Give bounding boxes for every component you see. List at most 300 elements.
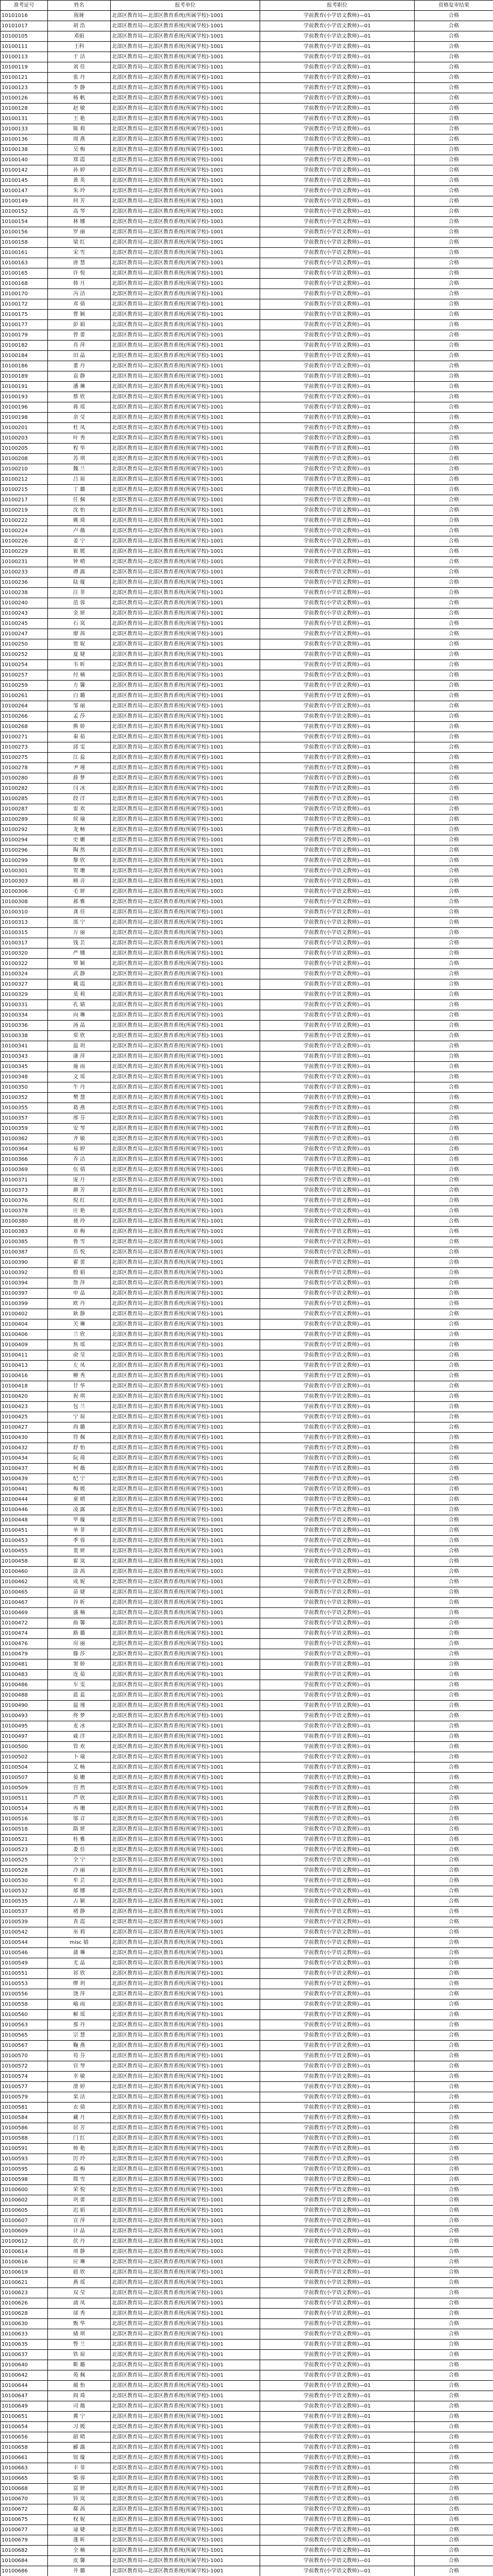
exam-id-cell: 10100551 xyxy=(1,1969,48,1979)
table-row xyxy=(1,1299,493,1309)
unit-cell: 北部区教育局—北部区教育系统(所属学校)-1001 xyxy=(111,835,260,845)
unit-cell: 北部区教育局—北部区教育系统(所属学校)-1001 xyxy=(111,1495,260,1505)
result-cell: 合格 xyxy=(415,1762,493,1773)
post-cell: 学前教育(小学语文教师)—01 xyxy=(260,1783,415,1793)
post-cell: 学前教育(小学语文教师)—01 xyxy=(260,1907,415,1917)
unit-cell: 北部区教育局—北部区教育系统(所属学校)-1001 xyxy=(111,1629,260,1639)
table-row xyxy=(1,258,493,268)
result-cell: 合格 xyxy=(415,2525,493,2535)
unit-cell: 北部区教育局—北部区教育系统(所属学校)-1001 xyxy=(111,1999,260,2010)
post-cell: 学前教育(小学语文教师)—01 xyxy=(260,639,415,650)
name-cell: 滕 莎 xyxy=(48,1649,111,1659)
post-cell: 学前教育(小学语文教师)—01 xyxy=(260,2412,415,2422)
exam-id-cell: 10100161 xyxy=(1,248,48,258)
name-cell: 陶 然 xyxy=(48,845,111,856)
unit-cell: 北部区教育局—北部区教育系统(所属学校)-1001 xyxy=(111,2216,260,2226)
name-cell: 魏 兰 xyxy=(48,464,111,474)
name-cell: 孟 莎 xyxy=(48,711,111,722)
post-cell: 学前教育(小学语文教师)—01 xyxy=(260,1886,415,1896)
name-cell: 关 琳 xyxy=(48,1319,111,1330)
exam-id-cell: 10100317 xyxy=(1,938,48,948)
table-row xyxy=(1,1258,493,1268)
name-cell: 占 颖 xyxy=(48,1896,111,1907)
header-post: 报考职位 xyxy=(260,1,415,11)
exam-id-cell: 10100329 xyxy=(1,990,48,1000)
unit-cell: 北部区教育局—北部区教育系统(所属学校)-1001 xyxy=(111,2030,260,2041)
header-unit: 报考单位 xyxy=(111,1,260,11)
post-cell: 学前教育(小学语文教师)—01 xyxy=(260,1999,415,2010)
post-cell: 学前教育(小学语文教师)—01 xyxy=(260,845,415,856)
result-cell: 合格 xyxy=(415,1505,493,1515)
table-row xyxy=(1,2515,493,2525)
table-row xyxy=(1,299,493,310)
post-cell: 学前教育(小学语文教师)—01 xyxy=(260,1443,415,1453)
exam-id-cell: 10100264 xyxy=(1,701,48,711)
name-cell: 冉 珊 xyxy=(48,1804,111,1814)
table-row xyxy=(1,1144,493,1155)
post-cell: 学前教育(小学语文教师)—01 xyxy=(260,763,415,773)
exam-id-cell: 10100327 xyxy=(1,979,48,990)
name-cell: 姜 宁 xyxy=(48,536,111,547)
unit-cell: 北部区教育局—北部区教育系统(所属学校)-1001 xyxy=(111,2422,260,2432)
table-row xyxy=(1,1783,493,1793)
post-cell: 学前教育(小学语文教师)—01 xyxy=(260,2391,415,2401)
post-cell: 学前教育(小学语文教师)—01 xyxy=(260,1464,415,1474)
exam-id-cell: 10100588 xyxy=(1,2133,48,2144)
exam-id-cell: 10100572 xyxy=(1,2061,48,2072)
name-cell: 藏 月 xyxy=(48,2113,111,2123)
name-cell: 毕 璇 xyxy=(48,1515,111,1526)
unit-cell: 北部区教育局—北部区教育系统(所属学校)-1001 xyxy=(111,2154,260,2164)
exam-id-cell: 10100226 xyxy=(1,536,48,547)
post-cell: 学前教育(小学语文教师)—01 xyxy=(260,1010,415,1021)
post-cell: 学前教育(小学语文教师)—01 xyxy=(260,2257,415,2267)
name-cell: 丰 菲 xyxy=(48,2463,111,2473)
unit-cell: 北部区教育局—北部区教育系统(所属学校)-1001 xyxy=(111,73,260,83)
post-cell: 学前教育(小学语文教师)—01 xyxy=(260,1144,415,1155)
exam-id-cell: 10100488 xyxy=(1,1690,48,1701)
name-cell: 欧 丹 xyxy=(48,1299,111,1309)
result-cell: 合格 xyxy=(415,433,493,444)
unit-cell: 北部区教育局—北部区教育系统(所属学校)-1001 xyxy=(111,2381,260,2391)
result-cell: 合格 xyxy=(415,1103,493,1113)
result-cell: 合格 xyxy=(415,2494,493,2504)
result-cell: 合格 xyxy=(415,918,493,928)
unit-cell: 北部区教育局—北部区教育系统(所属学校)-1001 xyxy=(111,1886,260,1896)
name-cell: 邰 秀 xyxy=(48,2309,111,2319)
result-cell: 合格 xyxy=(415,1381,493,1392)
exam-id-cell: 10100315 xyxy=(1,928,48,938)
unit-cell: 北部区教育局—北部区教育系统(所属学校)-1001 xyxy=(111,1732,260,1742)
exam-id-cell: 10100224 xyxy=(1,526,48,536)
post-cell: 学前教育(小学语文教师)—01 xyxy=(260,1361,415,1371)
table-row xyxy=(1,2566,493,2576)
result-cell: 合格 xyxy=(415,1021,493,1031)
table-row xyxy=(1,815,493,825)
result-cell: 合格 xyxy=(415,557,493,567)
name-cell: 佟 梦 xyxy=(48,1711,111,1721)
exam-id-cell: 10100229 xyxy=(1,547,48,557)
unit-cell: 北部区教育局—北部区教育系统(所属学校)-1001 xyxy=(111,1052,260,1062)
unit-cell: 北部区教育局—北部区教育系统(所属学校)-1001 xyxy=(111,1268,260,1278)
unit-cell: 北部区教育局—北部区教育系统(所属学校)-1001 xyxy=(111,1948,260,1958)
unit-cell: 北部区教育局—北部区教育系统(所属学校)-1001 xyxy=(111,2206,260,2216)
name-cell: 夏 婕 xyxy=(48,650,111,660)
result-cell: 合格 xyxy=(415,1649,493,1659)
exam-id-cell: 10100626 xyxy=(1,2298,48,2309)
exam-id-cell: 10100275 xyxy=(1,753,48,763)
post-cell: 学前教育(小学语文教师)—01 xyxy=(260,351,415,361)
table-row xyxy=(1,918,493,928)
post-cell: 学前教育(小学语文教师)—01 xyxy=(260,1299,415,1309)
result-cell: 合格 xyxy=(415,2473,493,2484)
post-cell: 学前教育(小学语文教师)—01 xyxy=(260,2185,415,2195)
result-cell: 合格 xyxy=(415,1979,493,1989)
name-cell: 钮 璇 xyxy=(48,2453,111,2463)
post-cell: 学前教育(小学语文教师)—01 xyxy=(260,608,415,619)
result-cell: 合格 xyxy=(415,289,493,299)
name-cell: 白 璐 xyxy=(48,691,111,701)
name-cell: 解 瑶 xyxy=(48,2010,111,2020)
result-cell: 合格 xyxy=(415,1185,493,1196)
unit-cell: 北部区教育局—北部区教育系统(所属学校)-1001 xyxy=(111,1422,260,1433)
result-cell: 合格 xyxy=(415,1031,493,1041)
table-row xyxy=(1,979,493,990)
result-cell: 合格 xyxy=(415,845,493,856)
table-row xyxy=(1,1175,493,1185)
name-cell: 纪 宁 xyxy=(48,1474,111,1484)
exam-id-cell: 10100133 xyxy=(1,124,48,134)
table-row xyxy=(1,1608,493,1618)
name-cell: 龙 畅 xyxy=(48,825,111,835)
name-cell: 裴 妍 xyxy=(48,1546,111,1556)
exam-id-cell: 10100586 xyxy=(1,2123,48,2133)
name-cell: 严 娜 xyxy=(48,948,111,959)
exam-id-cell: 10100591 xyxy=(1,2144,48,2154)
result-cell: 合格 xyxy=(415,578,493,588)
result-cell: 合格 xyxy=(415,1484,493,1495)
unit-cell: 北部区教育局—北部区教育系统(所属学校)-1001 xyxy=(111,402,260,413)
unit-cell: 北部区教育局—北部区教育系统(所属学校)-1001 xyxy=(111,1546,260,1556)
name-cell: 顾 音 xyxy=(48,876,111,887)
name-cell: 浦 凤 xyxy=(48,2298,111,2309)
unit-cell: 北部区教育局—北部区教育系统(所属学校)-1001 xyxy=(111,227,260,238)
unit-cell: 北部区教育局—北部区教育系统(所属学校)-1001 xyxy=(111,423,260,433)
result-cell: 合格 xyxy=(415,660,493,670)
post-cell: 学前教育(小学语文教师)—01 xyxy=(260,2309,415,2319)
table-row xyxy=(1,1711,493,1721)
table-row xyxy=(1,2298,493,2309)
unit-cell: 北部区教育局—北部区教育系统(所属学校)-1001 xyxy=(111,1783,260,1793)
exam-id-cell: 10100390 xyxy=(1,1258,48,1268)
exam-id-cell: 10100322 xyxy=(1,959,48,969)
result-cell: 合格 xyxy=(415,2082,493,2092)
unit-cell: 北部区教育局—北部区教育系统(所属学校)-1001 xyxy=(111,289,260,299)
exam-id-cell: 10100113 xyxy=(1,52,48,62)
result-cell: 合格 xyxy=(415,1392,493,1402)
result-cell: 合格 xyxy=(415,1793,493,1804)
post-cell: 学前教育(小学语文教师)—01 xyxy=(260,1165,415,1175)
name-cell: 郑 霞 xyxy=(48,155,111,165)
exam-id-cell: 10100677 xyxy=(1,2525,48,2535)
result-cell: 合格 xyxy=(415,588,493,598)
result-cell: 合格 xyxy=(415,1000,493,1010)
result-cell: 合格 xyxy=(415,495,493,505)
post-cell: 学前教育(小学语文教师)—01 xyxy=(260,1618,415,1629)
exam-id-cell: 10100455 xyxy=(1,1546,48,1556)
post-cell: 学前教育(小学语文教师)—01 xyxy=(260,1350,415,1361)
post-cell: 学前教育(小学语文教师)—01 xyxy=(260,83,415,93)
name-cell: 翟 蕾 xyxy=(48,1258,111,1268)
result-cell: 合格 xyxy=(415,1546,493,1556)
unit-cell: 北部区教育局—北部区教育系统(所属学校)-1001 xyxy=(111,773,260,784)
unit-cell: 北部区教育局—北部区教育系统(所属学校)-1001 xyxy=(111,1289,260,1299)
unit-cell: 北部区教育局—北部区教育系统(所属学校)-1001 xyxy=(111,536,260,547)
unit-cell: 北部区教育局—北部区教育系统(所属学校)-1001 xyxy=(111,1464,260,1474)
unit-cell: 北部区教育局—北部区教育系统(所属学校)-1001 xyxy=(111,1412,260,1422)
name-cell: 蔡 欣 xyxy=(48,392,111,402)
result-cell: 合格 xyxy=(415,165,493,176)
exam-id-cell: 10100158 xyxy=(1,238,48,248)
post-cell: 学前教育(小学语文教师)—01 xyxy=(260,1701,415,1711)
post-cell: 学前教育(小学语文教师)—01 xyxy=(260,1680,415,1690)
unit-cell: 北部区教育局—北部区教育系统(所属学校)-1001 xyxy=(111,485,260,495)
result-cell: 合格 xyxy=(415,1670,493,1680)
exam-id-cell: 10100376 xyxy=(1,1196,48,1206)
name-cell: 齐 敏 xyxy=(48,1134,111,1144)
exam-id-cell: 10100154 xyxy=(1,217,48,227)
table-row xyxy=(1,2072,493,2082)
unit-cell: 北部区教育局—北部区教育系统(所属学校)-1001 xyxy=(111,1866,260,1876)
exam-id-cell: 10100497 xyxy=(1,1732,48,1742)
unit-cell: 北部区教育局—北部区教育系统(所属学校)-1001 xyxy=(111,1804,260,1814)
unit-cell: 北部区教育局—北部区教育系统(所属学校)-1001 xyxy=(111,1165,260,1175)
unit-cell: 北部区教育局—北部区教育系统(所属学校)-1001 xyxy=(111,341,260,351)
unit-cell: 北部区教育局—北部区教育系统(所属学校)-1001 xyxy=(111,361,260,371)
post-cell: 学前教育(小学语文教师)—01 xyxy=(260,619,415,629)
name-cell: 官 琴 xyxy=(48,2061,111,2072)
unit-cell: 北部区教育局—北部区教育系统(所属学校)-1001 xyxy=(111,433,260,444)
table-row xyxy=(1,2432,493,2443)
name-cell: 安 琴 xyxy=(48,1124,111,1134)
exam-id-cell: 10100198 xyxy=(1,413,48,423)
post-cell: 学前教育(小学语文教师)—01 xyxy=(260,1134,415,1144)
table-row xyxy=(1,990,493,1000)
unit-cell: 北部区教育局—北部区教育系统(所属学校)-1001 xyxy=(111,299,260,310)
name-cell: 丁 璐 xyxy=(48,485,111,495)
result-cell: 合格 xyxy=(415,835,493,845)
exam-id-cell: 10100233 xyxy=(1,567,48,578)
table-row xyxy=(1,2164,493,2175)
result-cell: 合格 xyxy=(415,773,493,784)
table-row xyxy=(1,536,493,547)
post-cell: 学前教育(小学语文教师)—01 xyxy=(260,526,415,536)
unit-cell: 北部区教育局—北部区教育系统(所属学校)-1001 xyxy=(111,2288,260,2298)
result-cell: 合格 xyxy=(415,1041,493,1052)
table-row xyxy=(1,1824,493,1835)
post-cell: 学前教育(小学语文教师)—01 xyxy=(260,2566,415,2576)
result-cell: 合格 xyxy=(415,1010,493,1021)
exam-id-cell: 10100399 xyxy=(1,1299,48,1309)
post-cell: 学前教育(小学语文教师)—01 xyxy=(260,979,415,990)
post-cell: 学前教育(小学语文教师)—01 xyxy=(260,835,415,845)
name-cell: 陆 璇 xyxy=(48,578,111,588)
post-cell: 学前教育(小学语文教师)—01 xyxy=(260,2525,415,2535)
unit-cell: 北部区教育局—北部区教育系统(所属学校)-1001 xyxy=(111,186,260,196)
result-cell: 合格 xyxy=(415,794,493,804)
unit-cell: 北部区教育局—北部区教育系统(所属学校)-1001 xyxy=(111,1124,260,1134)
unit-cell: 北部区教育局—北部区教育系统(所属学校)-1001 xyxy=(111,1814,260,1824)
table-row xyxy=(1,2463,493,2473)
post-cell: 学前教育(小学语文教师)—01 xyxy=(260,701,415,711)
post-cell: 学前教育(小学语文教师)—01 xyxy=(260,31,415,42)
table-row xyxy=(1,1495,493,1505)
post-cell: 学前教育(小学语文教师)—01 xyxy=(260,2329,415,2340)
unit-cell: 北部区教育局—北部区教育系统(所属学校)-1001 xyxy=(111,1680,260,1690)
table-row xyxy=(1,1216,493,1227)
exam-id-cell: 10100642 xyxy=(1,2370,48,2381)
unit-cell: 北部区教育局—北部区教育系统(所属学校)-1001 xyxy=(111,763,260,773)
unit-cell: 北部区教育局—北部区教育系统(所属学校)-1001 xyxy=(111,2175,260,2185)
exam-id-cell: 10100598 xyxy=(1,2175,48,2185)
result-cell: 合格 xyxy=(415,413,493,423)
post-cell: 学前教育(小学语文教师)—01 xyxy=(260,1268,415,1278)
unit-cell: 北部区教育局—北部区教育系统(所属学校)-1001 xyxy=(111,2144,260,2154)
table-row xyxy=(1,1546,493,1556)
exam-id-cell: 10100336 xyxy=(1,1021,48,1031)
result-cell: 合格 xyxy=(415,1907,493,1917)
exam-id-cell: 10100581 xyxy=(1,2103,48,2113)
result-cell: 合格 xyxy=(415,928,493,938)
table-row xyxy=(1,1938,493,1948)
post-cell: 学前教育(小学语文教师)—01 xyxy=(260,2123,415,2133)
exam-id-cell: 10100668 xyxy=(1,2484,48,2494)
table-row xyxy=(1,2278,493,2288)
post-cell: 学前教育(小学语文教师)—01 xyxy=(260,42,415,52)
post-cell: 学前教育(小学语文教师)—01 xyxy=(260,155,415,165)
table-row xyxy=(1,1670,493,1680)
table-row xyxy=(1,1072,493,1082)
result-cell: 合格 xyxy=(415,1175,493,1185)
post-cell: 学前教育(小学语文教师)—01 xyxy=(260,598,415,608)
unit-cell: 北部区教育局—北部区教育系统(所属学校)-1001 xyxy=(111,2432,260,2443)
result-cell: 合格 xyxy=(415,1927,493,1938)
table-row xyxy=(1,2494,493,2504)
unit-cell: 北部区教育局—北部区教育系统(所属学校)-1001 xyxy=(111,526,260,536)
table-row xyxy=(1,1474,493,1484)
result-cell: 合格 xyxy=(415,351,493,361)
name-cell: 管 欢 xyxy=(48,1742,111,1752)
post-cell: 学前教育(小学语文教师)—01 xyxy=(260,2113,415,2123)
result-cell: 合格 xyxy=(415,2195,493,2206)
exam-id-cell: 10100182 xyxy=(1,341,48,351)
post-cell: 学前教育(小学语文教师)—01 xyxy=(260,887,415,897)
result-cell: 合格 xyxy=(415,73,493,83)
table-row xyxy=(1,196,493,207)
name-cell: 巫 莉 xyxy=(48,1927,111,1938)
name-cell: 宗 慧 xyxy=(48,2030,111,2041)
unit-cell: 北部区教育局—北部区教育系统(所属学校)-1001 xyxy=(111,454,260,464)
table-row xyxy=(1,1773,493,1783)
post-cell: 学前教育(小学语文教师)—01 xyxy=(260,1062,415,1072)
name-cell: 詹 萍 xyxy=(48,1278,111,1289)
exam-id-cell: 10100418 xyxy=(1,1381,48,1392)
result-cell: 合格 xyxy=(415,474,493,485)
unit-cell: 北部区教育局—北部区教育系统(所属学校)-1001 xyxy=(111,392,260,402)
table-row xyxy=(1,2453,493,2463)
name-cell: 吕 琼 xyxy=(48,474,111,485)
post-cell: 学前教育(小学语文教师)—01 xyxy=(260,1526,415,1536)
result-cell: 合格 xyxy=(415,1330,493,1340)
name-cell: 双 莹 xyxy=(48,2288,111,2298)
table-row xyxy=(1,2546,493,2556)
post-cell: 学前教育(小学语文教师)—01 xyxy=(260,1330,415,1340)
name-cell: 梅 媛 xyxy=(48,1484,111,1495)
result-cell: 合格 xyxy=(415,1999,493,2010)
exam-id-cell: 10100271 xyxy=(1,732,48,742)
unit-cell: 北部区教育局—北部区教育系统(所属学校)-1001 xyxy=(111,2072,260,2082)
result-cell: 合格 xyxy=(415,114,493,124)
exam-id-cell: 10100126 xyxy=(1,93,48,104)
result-cell: 合格 xyxy=(415,670,493,681)
post-cell: 学前教育(小学语文教师)—01 xyxy=(260,361,415,371)
exam-id-cell: 10100184 xyxy=(1,351,48,361)
post-cell: 学前教育(小学语文教师)—01 xyxy=(260,2298,415,2309)
table-row xyxy=(1,2391,493,2401)
unit-cell: 北部区教育局—北部区教育系统(所属学校)-1001 xyxy=(111,1361,260,1371)
unit-cell: 北部区教育局—北部区教育系统(所属学校)-1001 xyxy=(111,176,260,186)
name-cell: 叶 秀 xyxy=(48,433,111,444)
post-cell: 学前教育(小学语文教师)—01 xyxy=(260,1340,415,1350)
result-cell: 合格 xyxy=(415,2401,493,2412)
exam-id-cell: 10100539 xyxy=(1,1917,48,1927)
result-cell: 合格 xyxy=(415,907,493,918)
exam-id-cell: 10100383 xyxy=(1,1227,48,1237)
unit-cell: 北部区教育局—北部区教育系统(所属学校)-1001 xyxy=(111,928,260,938)
name-cell: 莫 莉 xyxy=(48,990,111,1000)
table-row xyxy=(1,2535,493,2546)
table-row xyxy=(1,1762,493,1773)
post-cell: 学前教育(小学语文教师)—01 xyxy=(260,1453,415,1464)
exam-id-cell: 10100350 xyxy=(1,1082,48,1093)
result-cell: 合格 xyxy=(415,320,493,330)
exam-id-cell: 10100411 xyxy=(1,1350,48,1361)
table-row xyxy=(1,1917,493,1927)
result-cell: 合格 xyxy=(415,1855,493,1866)
name-cell: 宫 然 xyxy=(48,1783,111,1793)
exam-id-cell: 10100644 xyxy=(1,2381,48,2391)
unit-cell: 北部区教育局—北部区教育系统(所属学校)-1001 xyxy=(111,1278,260,1289)
name-cell: 邬 音 xyxy=(48,1814,111,1824)
name-cell: 王科 xyxy=(48,42,111,52)
exam-id-cell: 10100175 xyxy=(1,310,48,320)
name-cell: 程 华 xyxy=(48,444,111,454)
result-cell: 合格 xyxy=(415,1361,493,1371)
exam-id-cell: 10100537 xyxy=(1,1907,48,1917)
table-row xyxy=(1,1422,493,1433)
name-cell: 覃 颖 xyxy=(48,959,111,969)
post-cell: 学前教育(小学语文教师)—01 xyxy=(260,1948,415,1958)
result-cell: 合格 xyxy=(415,1556,493,1567)
post-cell: 学前教育(小学语文教师)—01 xyxy=(260,1484,415,1495)
unit-cell: 北部区教育局—北部区教育系统(所属学校)-1001 xyxy=(111,722,260,732)
name-cell: 鲁 雪 xyxy=(48,1237,111,1247)
name-cell: 许 悦 xyxy=(48,268,111,279)
exam-id-cell: 10100612 xyxy=(1,2236,48,2247)
exam-id-cell: 10100661 xyxy=(1,2453,48,2463)
unit-cell: 北部区教育局—北部区教育系统(所属学校)-1001 xyxy=(111,1031,260,1041)
table-row xyxy=(1,341,493,351)
